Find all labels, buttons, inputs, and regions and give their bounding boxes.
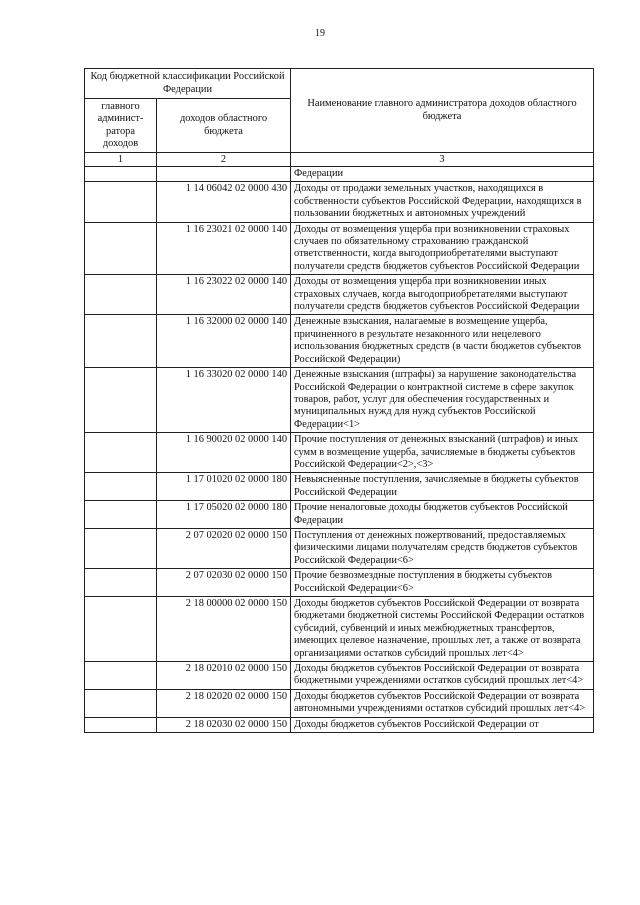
continuation-row <box>85 167 594 182</box>
table-row <box>85 222 594 275</box>
income-code-cell: 2 07 02020 02 0000 150 <box>157 528 291 568</box>
table-row <box>85 689 594 717</box>
income-code-cell: 1 16 23022 02 0000 140 <box>157 275 291 315</box>
admin-code-cell <box>85 167 157 182</box>
header-code-column: доходов областного бюджета <box>157 99 291 153</box>
table-row <box>85 569 594 597</box>
admin-code-cell <box>85 528 157 568</box>
column-number: 2 <box>157 153 291 167</box>
table-row <box>85 528 594 568</box>
table-row <box>85 473 594 501</box>
admin-code-cell <box>85 689 157 717</box>
header-group-title: Код бюджетной классификации Российской Федерации <box>85 69 291 99</box>
income-code-cell: 1 16 90020 02 0000 140 <box>157 433 291 473</box>
income-code-cell: 1 16 23021 02 0000 140 <box>157 222 291 275</box>
table-row <box>85 597 594 662</box>
income-name-cell: Доходы бюджетов субъектов Российской Федерации от возврата бюджетами бюджетной системы Российской Федерации остатков субсидий, субвенций и иных межбюджетных трансфертов, имеющих целевое назначение, прошлых лет, а также от возврата организациями остатков субсидий прошлых лет<4> <box>291 597 594 662</box>
income-code-cell: 1 14 06042 02 0000 430 <box>157 182 291 222</box>
income-name-cell: Невыясненные поступления, зачисляемые в бюджеты субъектов Российской Федерации <box>291 473 594 501</box>
admin-code-cell <box>85 368 157 433</box>
admin-code-cell <box>85 569 157 597</box>
income-name-cell: Доходы от возмещения ущерба при возникновении иных страховых случаев, когда выгодоприобретателями выступают получатели средств бюджетов субъектов Российской Федерации <box>291 275 594 315</box>
continuation-text: Федерации <box>291 167 594 182</box>
admin-code-cell <box>85 597 157 662</box>
table-row <box>85 717 594 732</box>
income-name-cell: Доходы от продажи земельных участков, находящихся в собственности субъектов Российской Федерации, находящихся в пользовании бюджетных и автономных учреждений <box>291 182 594 222</box>
income-name-cell: Доходы бюджетов субъектов Российской Федерации от возврата бюджетными учреждениями остатков субсидий прошлых лет<4> <box>291 662 594 690</box>
page-number: 19 <box>315 28 325 39</box>
income-code-cell: 2 07 02030 02 0000 150 <box>157 569 291 597</box>
income-code-cell: 1 17 05020 02 0000 180 <box>157 501 291 529</box>
table-row <box>85 182 594 222</box>
table-row <box>85 275 594 315</box>
header-name-column: Наименование главного администратора доходов областного бюджета <box>291 69 594 153</box>
admin-code-cell <box>85 182 157 222</box>
income-name-cell: Доходы бюджетов субъектов Российской Федерации от <box>291 717 594 732</box>
table-row <box>85 368 594 433</box>
admin-code-cell <box>85 315 157 368</box>
income-code-cell: 1 16 33020 02 0000 140 <box>157 368 291 433</box>
income-code-cell: 2 18 02030 02 0000 150 <box>157 717 291 732</box>
admin-code-cell <box>85 717 157 732</box>
income-name-cell: Доходы бюджетов субъектов Российской Федерации от возврата автономными учреждениями остатков субсидий прошлых лет<4> <box>291 689 594 717</box>
income-name-cell: Прочие неналоговые доходы бюджетов субъектов Российской Федерации <box>291 501 594 529</box>
admin-code-cell <box>85 222 157 275</box>
admin-code-cell <box>85 433 157 473</box>
admin-code-cell <box>85 501 157 529</box>
income-name-cell: Денежные взыскания, налагаемые в возмещение ущерба, причиненного в результате незаконного или нецелевого использования бюджетных средств (в части бюджетов субъектов Российской Федерации) <box>291 315 594 368</box>
table-row <box>85 501 594 529</box>
admin-code-cell <box>85 473 157 501</box>
income-name-cell: Денежные взыскания (штрафы) за нарушение законодательства Российской Федерации о контрактной системе в сфере закупок товаров, работ, услуг для обеспечения государственных и муниципальных нужд для нужд субъектов Российской Федерации<1> <box>291 368 594 433</box>
income-code-cell: 2 18 02010 02 0000 150 <box>157 662 291 690</box>
income-code-cell: 2 18 02020 02 0000 150 <box>157 689 291 717</box>
income-name-cell: Доходы от возмещения ущерба при возникновении страховых случаев по обязательному страхованию гражданской ответственности, когда выгодоприобретателями выступают получатели средств бюджетов субъектов Российской Федерации <box>291 222 594 275</box>
table-row <box>85 433 594 473</box>
income-code-cell: 1 17 01020 02 0000 180 <box>157 473 291 501</box>
table-row <box>85 315 594 368</box>
income-code-cell <box>157 167 291 182</box>
income-name-cell: Поступления от денежных пожертвований, предоставляемых физическими лицами получателям средств бюджетов субъектов Российской Федерации<6> <box>291 528 594 568</box>
income-code-cell: 2 18 00000 02 0000 150 <box>157 597 291 662</box>
column-number: 3 <box>291 153 594 167</box>
income-code-cell: 1 16 32000 02 0000 140 <box>157 315 291 368</box>
header-admin-column: главного админист-ратора доходов <box>85 99 157 153</box>
column-number: 1 <box>85 153 157 167</box>
admin-code-cell <box>85 275 157 315</box>
budget-classification-table <box>84 68 594 733</box>
income-name-cell: Прочие безвозмездные поступления в бюджеты субъектов Российской Федерации<6> <box>291 569 594 597</box>
admin-code-cell <box>85 662 157 690</box>
income-name-cell: Прочие поступления от денежных взысканий (штрафов) и иных сумм в возмещение ущерба, зачисляемые в бюджеты субъектов Российской Федерации<2>,<3> <box>291 433 594 473</box>
column-number-row <box>85 153 594 167</box>
header-row <box>85 69 594 99</box>
table-row <box>85 662 594 690</box>
